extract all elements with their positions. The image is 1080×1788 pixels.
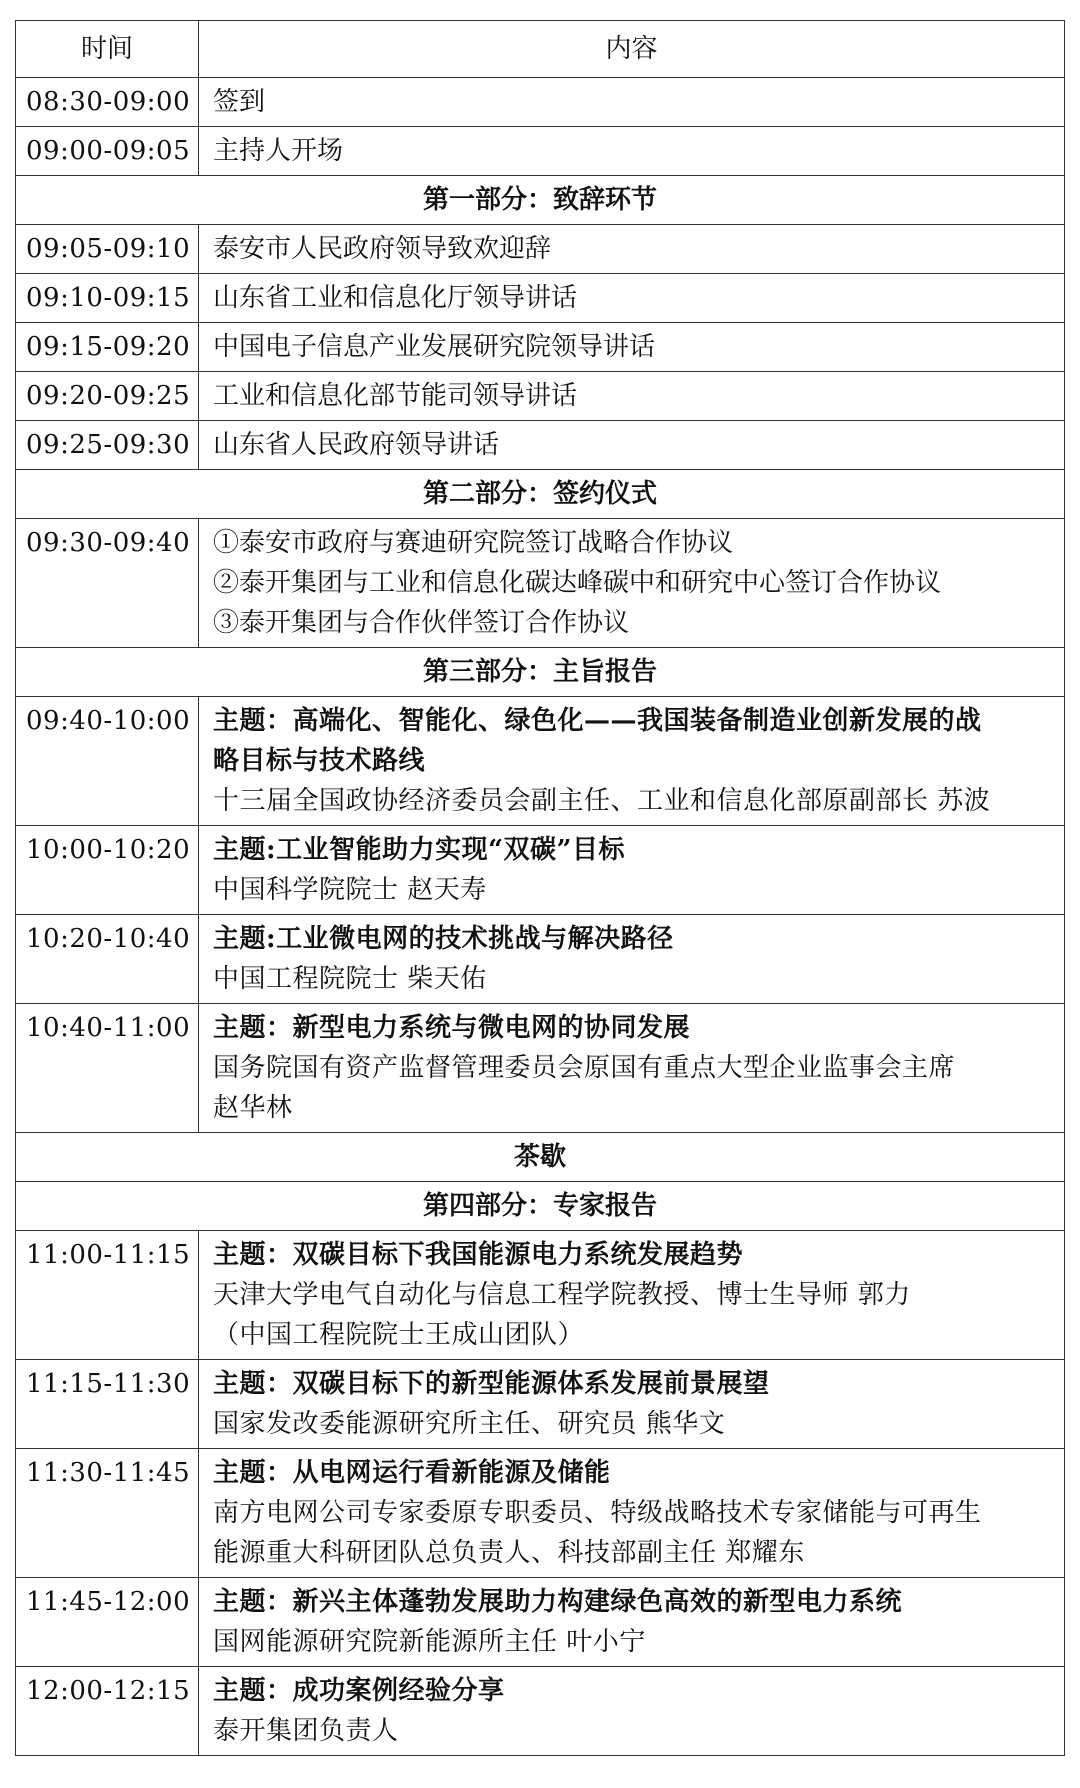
- content-cell: [199, 1578, 1065, 1667]
- section-row: [16, 176, 1065, 225]
- signing-item: ②泰开集团与工业和信息化碳达峰碳中和研究中心签订合作协议: [213, 568, 942, 598]
- time-cell: 11:45-12:00: [16, 1578, 199, 1667]
- table-row: [16, 78, 1065, 127]
- time-cell: 09:15-09:20: [16, 323, 199, 372]
- table-row: [16, 1004, 1065, 1133]
- time-cell: 09:30-09:40: [16, 519, 199, 648]
- table-row: [16, 826, 1065, 915]
- table-row: [16, 1360, 1065, 1449]
- talk-speaker: 南方电网公司专家委原专职委员、特级战略技术专家储能与可再生: [213, 1498, 982, 1528]
- table-row: [16, 323, 1065, 372]
- talk-topic: 主题：双碳目标下我国能源电力系统发展趋势: [213, 1240, 744, 1270]
- time-cell: 09:10-09:15: [16, 274, 199, 323]
- content-cell: [199, 1004, 1065, 1133]
- time-cell: 11:15-11:30: [16, 1360, 199, 1449]
- break-row: [16, 1133, 1065, 1182]
- content-cell: 山东省人民政府领导讲话: [199, 421, 1065, 470]
- talk-speaker: 国家发改委能源研究所主任、研究员 熊华文: [213, 1409, 726, 1439]
- time-cell: 09:20-09:25: [16, 372, 199, 421]
- content-cell: [199, 1360, 1065, 1449]
- time-column-header: 时间: [16, 21, 199, 78]
- table-row: [16, 1231, 1065, 1360]
- time-cell: 09:40-10:00: [16, 697, 199, 826]
- table-row: [16, 697, 1065, 826]
- content-cell: [199, 1449, 1065, 1578]
- section-title: 第四部分：专家报告: [16, 1182, 1065, 1231]
- talk-speaker: 赵华林: [213, 1093, 293, 1123]
- section-row: [16, 648, 1065, 697]
- table-row: [16, 1667, 1065, 1756]
- time-cell: 08:30-09:00: [16, 78, 199, 127]
- time-cell: 09:00-09:05: [16, 127, 199, 176]
- time-cell: 09:25-09:30: [16, 421, 199, 470]
- content-cell: [199, 697, 1065, 826]
- talk-speaker: 十三届全国政协经济委员会副主任、工业和信息化部原副部长 苏波: [213, 786, 991, 816]
- table-row: [16, 915, 1065, 1004]
- talk-topic: 主题：新兴主体蓬勃发展助力构建绿色高效的新型电力系统: [213, 1587, 903, 1617]
- talk-speaker: 能源重大科研团队总负责人、科技部副主任 郑耀东: [213, 1538, 805, 1568]
- signing-item: ①泰安市政府与赛迪研究院签订战略合作协议: [213, 528, 734, 558]
- talk-topic: 主题：双碳目标下的新型能源体系发展前景展望: [213, 1369, 770, 1399]
- section-title: 第三部分：主旨报告: [16, 648, 1065, 697]
- time-cell: 10:00-10:20: [16, 826, 199, 915]
- table-row: [16, 1449, 1065, 1578]
- break-title: 茶歇: [16, 1133, 1065, 1182]
- content-cell: [199, 915, 1065, 1004]
- content-cell: 工业和信息化部节能司领导讲话: [199, 372, 1065, 421]
- content-column-header: 内容: [199, 21, 1065, 78]
- content-cell: [199, 519, 1065, 648]
- table-row: [16, 372, 1065, 421]
- talk-speaker: 天津大学电气自动化与信息工程学院教授、博士生导师 郭力: [213, 1280, 911, 1310]
- content-cell: [199, 1231, 1065, 1360]
- talk-speaker: 泰开集团负责人: [213, 1716, 399, 1746]
- time-cell: 09:05-09:10: [16, 225, 199, 274]
- talk-speaker: 中国工程院院士 柴天佑: [213, 964, 487, 994]
- talk-topic: 略目标与技术路线: [213, 746, 426, 776]
- table-row: [16, 519, 1065, 648]
- talk-topic: 主题:工业智能助力实现“双碳”目标: [213, 835, 626, 865]
- time-cell: 10:40-11:00: [16, 1004, 199, 1133]
- table-row: [16, 421, 1065, 470]
- time-cell: 11:00-11:15: [16, 1231, 199, 1360]
- talk-speaker: 国务院国有资产监督管理委员会原国有重点大型企业监事会主席: [213, 1053, 956, 1083]
- time-cell: 11:30-11:45: [16, 1449, 199, 1578]
- content-cell: 山东省工业和信息化厅领导讲话: [199, 274, 1065, 323]
- talk-topic: 主题：新型电力系统与微电网的协同发展: [213, 1013, 691, 1043]
- section-row: [16, 470, 1065, 519]
- table-row: [16, 274, 1065, 323]
- content-cell: [199, 1667, 1065, 1756]
- section-title: 第一部分：致辞环节: [16, 176, 1065, 225]
- content-cell: 签到: [199, 78, 1065, 127]
- time-cell: 10:20-10:40: [16, 915, 199, 1004]
- time-cell: 12:00-12:15: [16, 1667, 199, 1756]
- content-cell: 中国电子信息产业发展研究院领导讲话: [199, 323, 1065, 372]
- content-cell: [199, 826, 1065, 915]
- talk-speaker: （中国工程院院士王成山团队）: [213, 1320, 585, 1350]
- talk-topic: 主题：从电网运行看新能源及储能: [213, 1458, 611, 1488]
- header-row: [16, 21, 1065, 78]
- table-row: [16, 225, 1065, 274]
- talk-speaker: 中国科学院院士 赵天寿: [213, 875, 487, 905]
- table-row: [16, 127, 1065, 176]
- content-cell: 泰安市人民政府领导致欢迎辞: [199, 225, 1065, 274]
- signing-item: ③泰开集团与合作伙伴签订合作协议: [213, 608, 630, 638]
- talk-topic: 主题：成功案例经验分享: [213, 1676, 505, 1706]
- section-row: [16, 1182, 1065, 1231]
- content-cell: 主持人开场: [199, 127, 1065, 176]
- section-title: 第二部分：签约仪式: [16, 470, 1065, 519]
- talk-topic: 主题：高端化、智能化、绿色化——我国装备制造业创新发展的战: [213, 706, 982, 736]
- talk-topic: 主题:工业微电网的技术挑战与解决路径: [213, 924, 674, 954]
- talk-speaker: 国网能源研究院新能源所主任 叶小宁: [213, 1627, 646, 1657]
- table-row: [16, 1578, 1065, 1667]
- agenda-table: [15, 20, 1065, 1756]
